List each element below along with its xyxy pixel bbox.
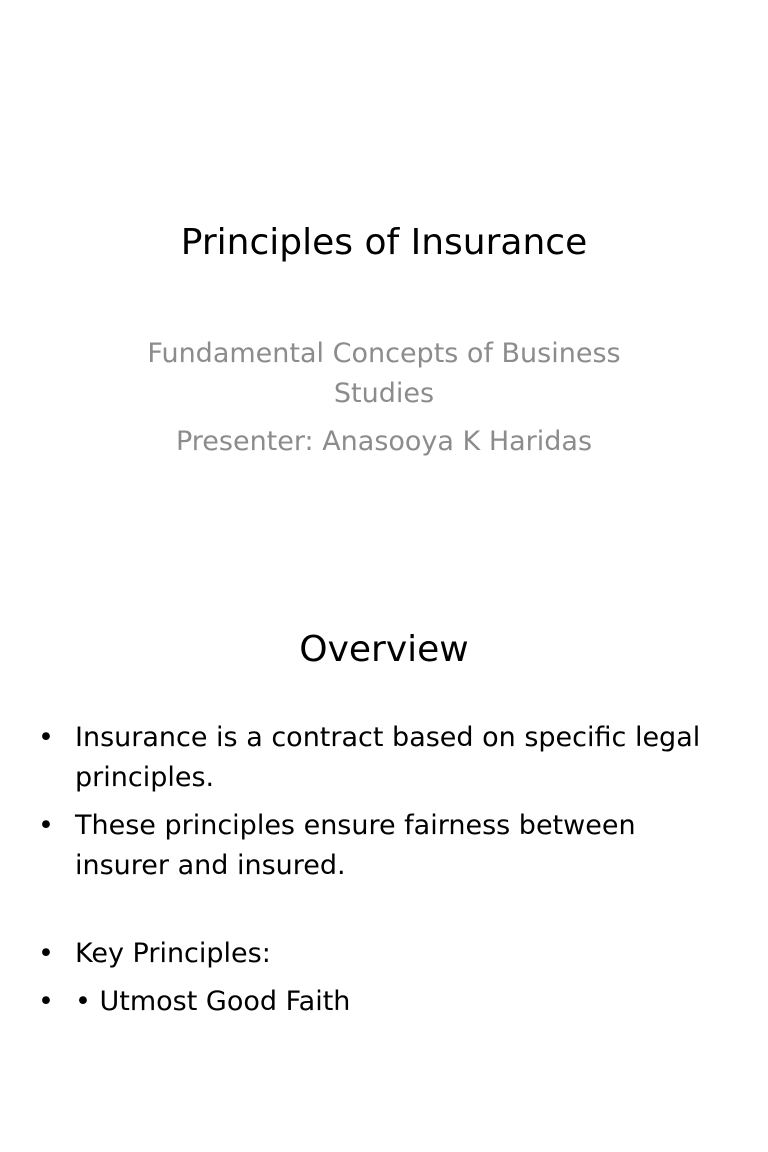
bullet-icon: •: [38, 938, 54, 969]
slide-overview: [0, 576, 768, 1152]
bullet-text: Insurance is a contract based on specific legal principles.: [75, 722, 701, 793]
slide-overview-heading: Overview: [299, 629, 469, 670]
slide-title-heading: Principles of Insurance: [180, 222, 588, 263]
bullet-icon: •: [38, 810, 54, 841]
list-item: [38, 718, 738, 798]
bullet-text: Key Principles:: [75, 938, 271, 969]
list-item: [38, 806, 738, 886]
bullet-icon: •: [38, 722, 54, 753]
bullet-icon: •: [38, 986, 54, 1017]
subtitle-line: Presenter: Anasooya K Haridas: [175, 426, 593, 457]
slide-subtitle: [130, 334, 638, 462]
subtitle-line: Fundamental Concepts of Business Studies: [147, 338, 621, 409]
list-item: [38, 934, 738, 974]
bullet-text: • Utmost Good Faith: [75, 986, 351, 1017]
bullet-list: [38, 718, 738, 1030]
bullet-text: These principles ensure fairness between insurer and insured.: [75, 810, 636, 881]
list-item: [38, 982, 738, 1022]
